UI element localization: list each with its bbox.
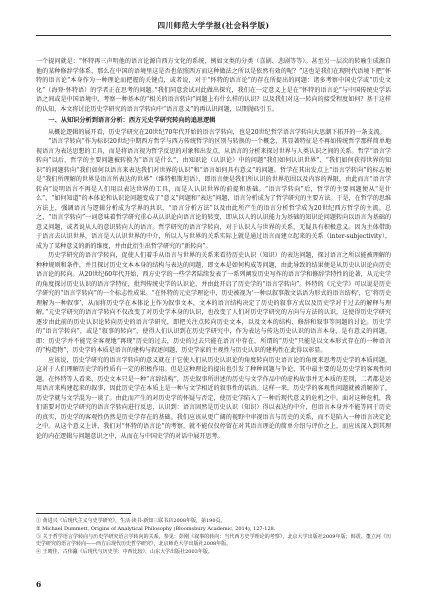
paragraph-4: 历史学研究的语言学转向，促使人们着手从语言与世界的关系来看待历史认识（知识）的表达问题，探讨语言之所以能被理解的种种规则和条件，并且探讨历史文本本身的结构与表达的问题，即文本是如何构成等问题，由此导致的结果便是从历史认识论向历史语言论的转向。从20世纪60年代开始，西方史学的一些学者陆续发表了一系列阐发历史写作的语言学和修辞学特性的论著，从元史学的角度探讨历史认识的语言学特征，批判传统史学的认识论，并由此开启了历史学的“语言学转向”。怀特的《元史学》可以说是历史学研究的“语言学转向”的一个标志性成果。“在怀特的元史学理论中，历史被视为‘一种以叙事散文话语为形式的语言结构’，它‘将历史理解为一种叙事’，从而将历史学在本体论上作为叙事文本，文本的语言结构决定了历史的叙事方式以及历史学对于过去的解释与理解。”元史学研究的语言学转向不仅改变了对历史学本身的认识，也改变了人们对历史学研究的方向与方法的认识，这使得历史学研究逐步由此前的历史认识论转向历史的语言学研究，即把关注点转向历史文本，以及文本的结构、修辞和叙事等问题的讨论。历史学的“语言学转向”，或是“叙事的转向”，使得人们认识到在历史学研究中，作为表达与传达历史认识的语言本身，是有意义的问题，即：历史学并不能完全客观地“再现”历史的过去，历史的过去只能在语言中存在，所谓的“历史”只能是以文本形式存在的一种语言的“构造物”，历史学的本质是语言的建构与叙述问题，历史学家的主观性与历史认识的建构性在此得以彰显。 — [36, 252, 391, 354]
footnotes — [36, 518, 391, 556]
footnote-1: ① 黄进兴《后现代主义与史学研究》，生活·读书·新知三联书店2008年版，第190页。 — [36, 518, 226, 524]
article-body — [36, 57, 391, 441]
header-rule — [36, 35, 391, 36]
running-header: 四川师范大学学报(社会科学版) — [157, 21, 270, 30]
paragraph-3: “语言学转向”作为标识20世纪中期西方哲学与西方传统哲学的区别与转换的一个概念，其显著特征是不再如传统哲学那样简单地视语言为表达思想的工具，而是将语言视为哲学反思的对象和出发点，从语言的分析来探讨世界与人类认识之间的关系。哲学“语言学转向”以后，哲学的主要问题被转换为“语言是什么”，由知识论（认识论）中的问题“我们如何认识世界”、“我们如何获得世界的知识”的问题转向“我们如何以语言来表达我们对世界的认识”和“语言如何具有意义”的问题。哲学在其出发点上“语言学转向”的标志便是“我们所理解的世界是语言所表达的世界”（维特根斯坦语），即语言便是我们所认识的世界范围以及内容的界限，由此而言“语言学转向”说明语言不再是人们用以表达世界的工具，而是人认识世界的前提和基础。“语言学转向”后，哲学的主要问题便从“是什么”、“如何知道”的本体论和认识论问题变成了“意义”问题和“表达”问题，语言分析成为了哲学研究的主要方法。于是，在哲学的思维方法上，强调语言与逻辑分析成为学界的共识，“语言分析方法”以及由此所产生的语言分析哲学成为20世纪西方哲学的主流。总之，“语言学转向”一词意味着哲学研究重心从认识论向语言论的转变，即从以人的认识能力为基础的知识论问题转向以语言为基础的意义问题，或者说从人的意识转向人的语言。哲学研究的语言学转向，对于认识人与世界的关系，无疑具有积极意义。因为主体借助于语言去认识世界，语言是人认识世界的中介，所以人与世界的关系实际上就是通过语言而建立起来的关系（inter-subjectivity），成为了某种意义的新的维度，并由此衍生出哲学研究的“新转向”。 — [36, 138, 391, 250]
page-number: 6 — [36, 580, 42, 589]
paragraph-2: 从概论逻辑的展开看，历史学研究在20世纪70年代开始的语言学转向，也是20世纪哲学语言学转向大思潮下拓开的一条支流。 — [48, 128, 386, 136]
footnote-rule — [36, 513, 131, 514]
section-heading: 一、从知识分析到语言分析：西方元史学研究转向的追思逻辑 — [48, 117, 216, 124]
footnote-4: ④ 王晴佳、古伟瀛《后现代与历史学：中西比较》，山东大学出版社2003年版。 — [36, 548, 213, 555]
footnote-3: ③ 关于哲学语言学转向与历史学研究语言学转向的关系，参见：彭刚《叙事的转向：当代西方史学理论的考察》，北京大学出版社2009年版；韩震、董立河《历史学研究的语言学转向——西方后现代历史哲学研究》，北京师范大学出版社2008年版。 — [36, 533, 391, 547]
footnote-2: ② Michael Dummett, Origins of Analytical Philosophy (Bloomsbury Academic, 2014), 127-128. — [36, 525, 276, 532]
paragraph-1: 一个提问就是：“怀特再三声明他的语言论源自西方文化的系统，例如文类的分类（喜剧、悲剧等等）。甚至另一层次的转喻生成源自他的某种修辞学体系，那么在中国的语境里这是否也依照西方而这种做法之所以是依然有效的呢？”这也是我们在现时代语境下把“怀特的语言论”本身作为一种理论而把握的关键点，或者说，对于“怀特的语言论”的存在所提出的问题：诸多考察中国史学或“历史文化”（海登·怀特语）的学者正在思考的问题。”我们同意尝试对此做出探究，我们在一定意义上是在“怀特的语言论”与中国传统史学话语之间或是中国语境中，考察一种基本的“相关的语言转向”问题上有什么样的认识？以及我们对这一转向的接受程度如何？基于这样的认知，本文将讨论历史学研究的语言学转向中“语言意义”的再认识问题，以期抛砖引玉。 — [36, 58, 391, 113]
paragraph-5: 应该说，历史学研究的语言学转向的意义就在于它使人们从历史认识论的角度转向历史语言论的角度来思考历史学的本质问题，这对于人们理解历史学的性质有一定的积极作用。但是这种理论的提出也引发了种种问题与争论，其中最主要的是历史学的客观性问题。在怀特等人看来，历史文本只是一种“言辞结构”，历史叙事所讲述的历史与文学作品中的虚构故事并无本质的差别，二者都是运用语言来构建起来的叙事，因此历史学在本质上是一种与文学相近的叙事性的话语。这样一来，历史学的客观性问题就被消解掉了，历史学就与文学混为一谈了。由此而产生的对历史学的怀疑与否定，使历史学陷入了一种后现代意义的危机之中。面对这种危机，我们需要对历史学研究的语言学转向进行反思，认识到：语言固然是历史认识（知识）得以表达的中介，但语言本身并不能等同于历史的真实，历史学的客观性仍然是历史学存在的基础。我们应该从更广阔的视野中审视语言与历史的关系，而不是陷入一种语言决定论之中。从这个意义上讲，我们对“怀特的语言论”的考察，就不能仅仅停留在对其语言理论的简单介绍与评价之上，而应该深入到其理论的内在逻辑与问题意识之中，从而在与中国史学的对话中展开思考。 — [36, 356, 391, 440]
